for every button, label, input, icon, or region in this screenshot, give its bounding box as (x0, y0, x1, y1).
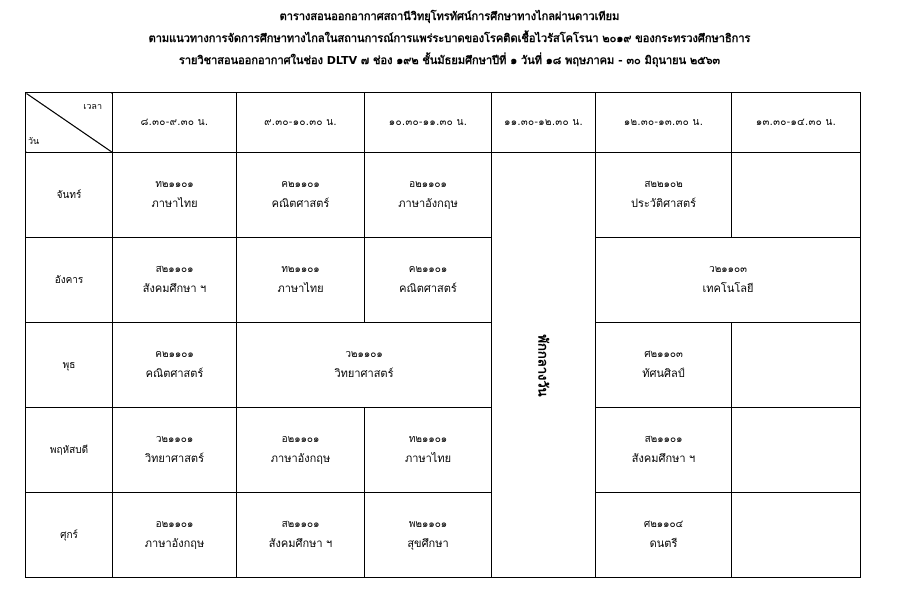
course-code: ค๒๑๑๐๑ (408, 264, 448, 275)
empty-cell (732, 153, 861, 238)
time-header: ๑๒.๓๐-๑๓.๓๐ น. (596, 93, 732, 153)
course-code: อ๒๑๑๐๑ (281, 434, 320, 445)
empty-cell (732, 493, 861, 578)
title-line-1: ตารางสอนออกอากาศสถานีวิทยุโทรทัศน์การศึกษาทางไกลผ่านดาวเทียม (279, 10, 620, 23)
day-label: ศุกร์ (26, 493, 113, 578)
subject-name: คณิตศาสตร์ (145, 367, 204, 380)
corner-cell (26, 93, 113, 153)
class-cell (113, 493, 237, 578)
header-row (26, 93, 861, 153)
course-code: ศ๒๑๑๐๓ (644, 349, 683, 360)
time-header: ๑๓.๓๐-๑๔.๓๐ น. (732, 93, 861, 153)
day-row-thursday (26, 408, 861, 493)
course-code: ส๒๒๑๐๒ (644, 179, 683, 190)
title-line-3: รายวิชาสอนออกอากาศในช่อง DLTV ๗ ช่อง ๑๙๒ ชั้นมัธยมศึกษาปีที่ ๑ วันที่ ๑๘ พฤษภาคม - ๓๐ มิถุนายน ๒๕๖๓ (178, 54, 721, 67)
time-header: ๑๐.๓๐-๑๑.๓๐ น. (365, 93, 492, 153)
subject-name: ประวัติศาสตร์ (630, 197, 697, 210)
subject-name: คณิตศาสตร์ (271, 197, 330, 210)
title-line-2: ตามแนวทางการจัดการศึกษาทางไกลในสถานการณ์การแพร่ระบาดของโรคติดเชื้อไวรัสโคโรนา ๒๐๑๙ ของกระทรวงศึกษาธิการ (148, 32, 751, 45)
subject-name: ภาษาไทย (277, 282, 324, 295)
day-label: พฤหัสบดี (26, 408, 113, 493)
lunch-break-label: พักกลางวัน (535, 333, 550, 397)
subject-name: ภาษาไทย (151, 197, 198, 210)
corner-day-label: วัน (28, 137, 40, 147)
course-code: ว๒๑๑๐๓ (709, 264, 747, 275)
time-header: ๘.๓๐-๙.๓๐ น. (113, 93, 237, 153)
lunch-break-cell (492, 153, 596, 578)
course-code: ว๒๑๑๐๑ (155, 434, 194, 445)
day-row-friday (26, 493, 861, 578)
class-cell (237, 493, 365, 578)
class-cell (113, 153, 237, 238)
class-cell (113, 408, 237, 493)
course-code: ส๒๑๑๐๑ (281, 519, 320, 530)
time-header: ๙.๓๐-๑๐.๓๐ น. (237, 93, 365, 153)
subject-name: สังคมศึกษา ฯ (142, 282, 207, 295)
document-header (0, 6, 899, 72)
class-cell (596, 408, 732, 493)
class-cell (113, 238, 237, 323)
course-code: ท๒๑๑๐๑ (155, 179, 194, 190)
course-code: ท๒๑๑๐๑ (408, 434, 448, 445)
class-cell (596, 153, 732, 238)
class-cell (596, 323, 732, 408)
course-code: พ๒๑๑๐๑ (408, 519, 448, 530)
day-row-tuesday (26, 238, 861, 323)
course-code: อ๒๑๑๐๑ (409, 179, 447, 190)
course-code: อ๒๑๑๐๑ (155, 519, 194, 530)
time-header: ๑๑.๓๐-๑๒.๓๐ น. (492, 93, 596, 153)
course-code: ท๒๑๑๐๑ (281, 264, 320, 275)
class-cell (113, 323, 237, 408)
course-code: ค๒๑๑๐๑ (281, 179, 320, 190)
subject-name: คณิตศาสตร์ (399, 282, 457, 295)
empty-cell (732, 408, 861, 493)
subject-name: ภาษาไทย (404, 452, 452, 465)
day-label: จันทร์ (26, 153, 113, 238)
schedule-table (25, 92, 861, 578)
subject-name: สังคมศึกษา ฯ (631, 452, 696, 465)
subject-name: ภาษาอังกฤษ (270, 452, 331, 465)
subject-name: ดนตรี (649, 537, 678, 550)
day-label: อังคาร (26, 238, 113, 323)
empty-cell (732, 323, 861, 408)
course-code: ค๒๑๑๐๑ (155, 349, 194, 360)
class-cell (365, 408, 492, 493)
class-cell (237, 238, 365, 323)
class-cell (237, 153, 365, 238)
subject-name: ภาษาอังกฤษ (144, 537, 205, 550)
course-code: ว๒๑๑๐๑ (345, 349, 383, 360)
subject-name: สังคมศึกษา ฯ (268, 537, 333, 550)
day-label: พุธ (26, 323, 113, 408)
class-cell (596, 493, 732, 578)
subject-name: ทัศนศิลป์ (642, 367, 685, 380)
class-cell (237, 323, 492, 408)
class-cell (237, 408, 365, 493)
day-row-monday (26, 153, 861, 238)
subject-name: ภาษาอังกฤษ (398, 197, 458, 210)
subject-name: วิทยาศาสตร์ (145, 452, 204, 465)
day-row-wednesday (26, 323, 861, 408)
class-cell (365, 153, 492, 238)
course-code: ศ๒๑๑๐๔ (643, 519, 684, 530)
course-code: ส๒๑๑๐๑ (155, 264, 194, 275)
class-cell (365, 493, 492, 578)
class-cell (365, 238, 492, 323)
class-cell (596, 238, 861, 323)
subject-name: เทคโนโลยี (702, 282, 754, 295)
course-code: ส๒๑๑๐๑ (644, 434, 683, 445)
subject-name: สุขศึกษา (407, 537, 449, 550)
corner-time-label: เวลา (83, 102, 102, 112)
subject-name: วิทยาศาสตร์ (334, 367, 394, 380)
